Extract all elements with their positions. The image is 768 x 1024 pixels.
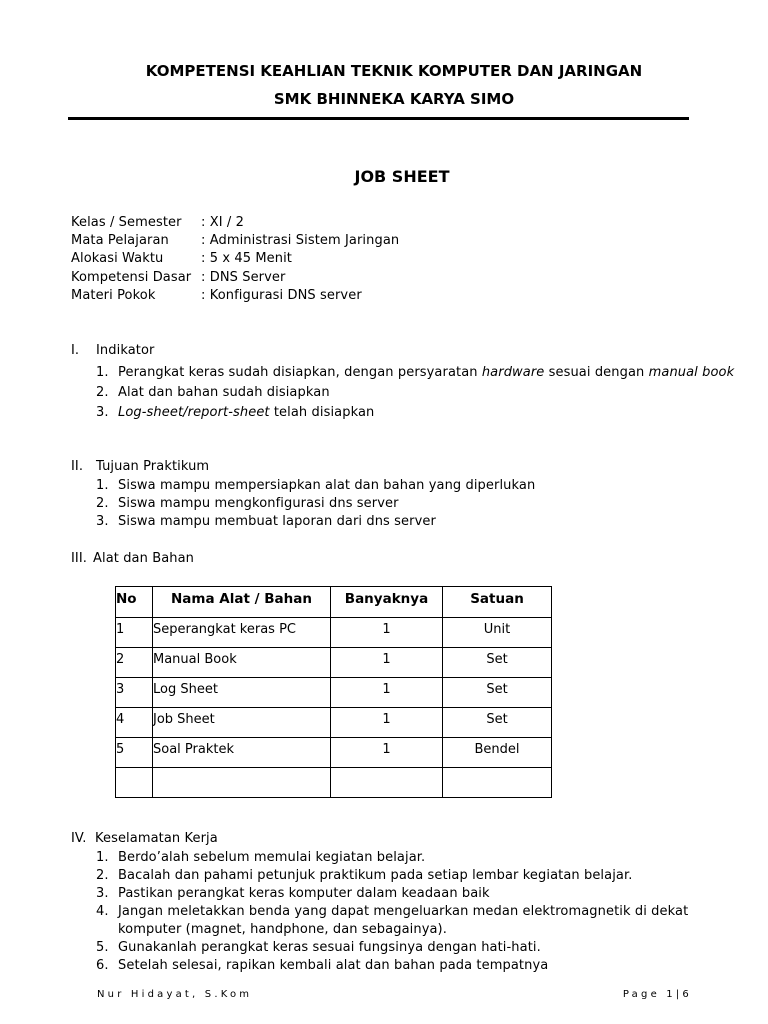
footer-page-number: Page 1|6	[622, 989, 692, 1000]
list-text: Pastikan perangkat keras komputer dalam keadaan baik	[118, 886, 490, 901]
course-info-row	[71, 232, 399, 250]
section-title: Tujuan Praktikum	[96, 459, 210, 474]
course-info	[71, 214, 399, 305]
table-cell: Set	[443, 708, 552, 738]
list-number: 3.	[96, 886, 109, 901]
section-title: Keselamatan Kerja	[95, 831, 218, 846]
table-cell: Bendel	[443, 738, 552, 768]
course-info-row	[71, 287, 399, 305]
list-item	[96, 867, 736, 885]
list-item	[96, 364, 736, 382]
table-cell: Soal Praktek	[153, 738, 331, 768]
section-title: Indikator	[96, 343, 155, 358]
list-number: 6.	[96, 958, 109, 973]
column-header-quantity: Banyaknya	[331, 587, 443, 618]
page-title: JOB SHEET	[354, 167, 450, 186]
list-number: 2.	[96, 385, 109, 400]
list-number: 1.	[96, 478, 109, 493]
list-text: Siswa mampu mengkonfigurasi dns server	[118, 496, 399, 511]
course-info-value: : Administrasi Sistem Jaringan	[201, 233, 400, 249]
table-cell: 4	[116, 708, 153, 738]
table-cell: 1	[116, 618, 153, 648]
table-cell: Seperangkat keras PC	[153, 618, 331, 648]
course-info-row	[71, 250, 399, 268]
column-header-no: No	[116, 587, 153, 618]
list-number: 1.	[96, 850, 109, 865]
page-footer	[97, 989, 692, 1000]
keselamatan-list	[96, 849, 736, 975]
section-number: II.	[71, 459, 84, 474]
list-item	[96, 513, 736, 531]
list-number: 2.	[96, 868, 109, 883]
list-text: Log-sheet/report-sheet telah disiapkan	[118, 405, 375, 420]
table-cell: Job Sheet	[153, 708, 331, 738]
list-text: Bacalah dan pahami petunjuk praktikum pada setiap lembar kegiatan belajar.	[118, 868, 633, 883]
list-text: Gunakanlah perangkat keras sesuai fungsinya dengan hati-hati.	[118, 940, 541, 955]
table-cell: 1	[331, 708, 443, 738]
table-cell: 1	[331, 648, 443, 678]
table-header-row	[116, 587, 552, 618]
table-cell: Unit	[443, 618, 552, 648]
indikator-list	[96, 364, 736, 422]
table-cell	[153, 768, 331, 798]
table-cell: 1	[331, 678, 443, 708]
course-info-value: : XI / 2	[201, 215, 244, 230]
list-item	[96, 404, 736, 422]
list-item	[96, 903, 736, 939]
table-row	[116, 618, 552, 648]
course-info-label: Kompetensi Dasar	[71, 269, 192, 285]
section-heading-indikator	[71, 342, 155, 360]
table-cell	[443, 768, 552, 798]
school-program-heading: KOMPETENSI KEAHLIAN TEKNIK KOMPUTER DAN JARINGAN	[145, 62, 643, 80]
list-item	[96, 477, 736, 495]
table-row	[116, 678, 552, 708]
list-item	[96, 384, 736, 402]
list-number: 3.	[96, 514, 109, 529]
table-cell: 1	[331, 618, 443, 648]
list-number: 5.	[96, 940, 109, 955]
course-info-value: : Konfigurasi DNS server	[201, 287, 362, 303]
table-cell: 5	[116, 738, 153, 768]
list-text: Perangkat keras sudah disiapkan, dengan persyaratan hardware sesuai dengan manual book	[118, 365, 735, 380]
course-info-label: Kelas / Semester	[71, 215, 182, 230]
section-number: III.	[71, 551, 88, 566]
header-rule	[68, 117, 689, 120]
column-header-unit: Satuan	[443, 587, 552, 618]
table-cell: 3	[116, 678, 153, 708]
table-cell	[331, 768, 443, 798]
column-header-name: Nama Alat / Bahan	[153, 587, 331, 618]
school-name-heading: SMK BHINNEKA KARYA SIMO	[273, 90, 515, 108]
list-text: Siswa mampu mempersiapkan alat dan bahan yang diperlukan	[118, 478, 536, 493]
course-info-row	[71, 214, 399, 232]
section-heading-alat-bahan	[71, 550, 194, 568]
table-row	[116, 708, 552, 738]
equipment-table	[115, 586, 552, 798]
table-row-empty	[116, 768, 552, 798]
list-number: 2.	[96, 496, 109, 511]
section-heading-tujuan	[71, 458, 209, 476]
section-heading-keselamatan	[71, 830, 218, 848]
list-text: Alat dan bahan sudah disiapkan	[118, 385, 330, 400]
list-number: 1.	[96, 365, 109, 380]
list-number: 3.	[96, 405, 109, 420]
list-item	[96, 939, 736, 957]
course-info-label: Mata Pelajaran	[71, 233, 169, 249]
list-item	[96, 849, 736, 867]
table-cell: Set	[443, 678, 552, 708]
list-text: Jangan meletakkan benda yang dapat mengeluarkan medan elektromagnetik di dekat komputer (magnet, handphone, dan sebagainya).	[118, 904, 689, 937]
table-cell: 2	[116, 648, 153, 678]
table-cell: Set	[443, 648, 552, 678]
table-row	[116, 738, 552, 768]
course-info-label: Materi Pokok	[71, 287, 156, 303]
list-text: Setelah selesai, rapikan kembali alat dan bahan pada tempatnya	[118, 958, 549, 973]
footer-author: Nur Hidayat, S.Kom	[97, 989, 253, 1000]
tujuan-list	[96, 477, 736, 531]
section-title: Alat dan Bahan	[93, 551, 195, 566]
table-cell: 1	[331, 738, 443, 768]
list-item	[96, 885, 736, 903]
table-cell: Log Sheet	[153, 678, 331, 708]
list-text: Berdo’alah sebelum memulai kegiatan belajar.	[118, 850, 426, 865]
list-item	[96, 957, 736, 975]
table-cell	[116, 768, 153, 798]
list-item	[96, 495, 736, 513]
section-number: I.	[71, 343, 80, 358]
table-cell: Manual Book	[153, 648, 331, 678]
section-number: IV.	[71, 831, 87, 846]
course-info-value: : DNS Server	[201, 269, 286, 285]
course-info-row	[71, 269, 399, 287]
list-number: 4.	[96, 904, 109, 919]
table-row	[116, 648, 552, 678]
course-info-label: Alokasi Waktu	[71, 251, 164, 267]
list-text: Siswa mampu membuat laporan dari dns server	[118, 514, 436, 529]
course-info-value: : 5 x 45 Menit	[201, 251, 292, 267]
